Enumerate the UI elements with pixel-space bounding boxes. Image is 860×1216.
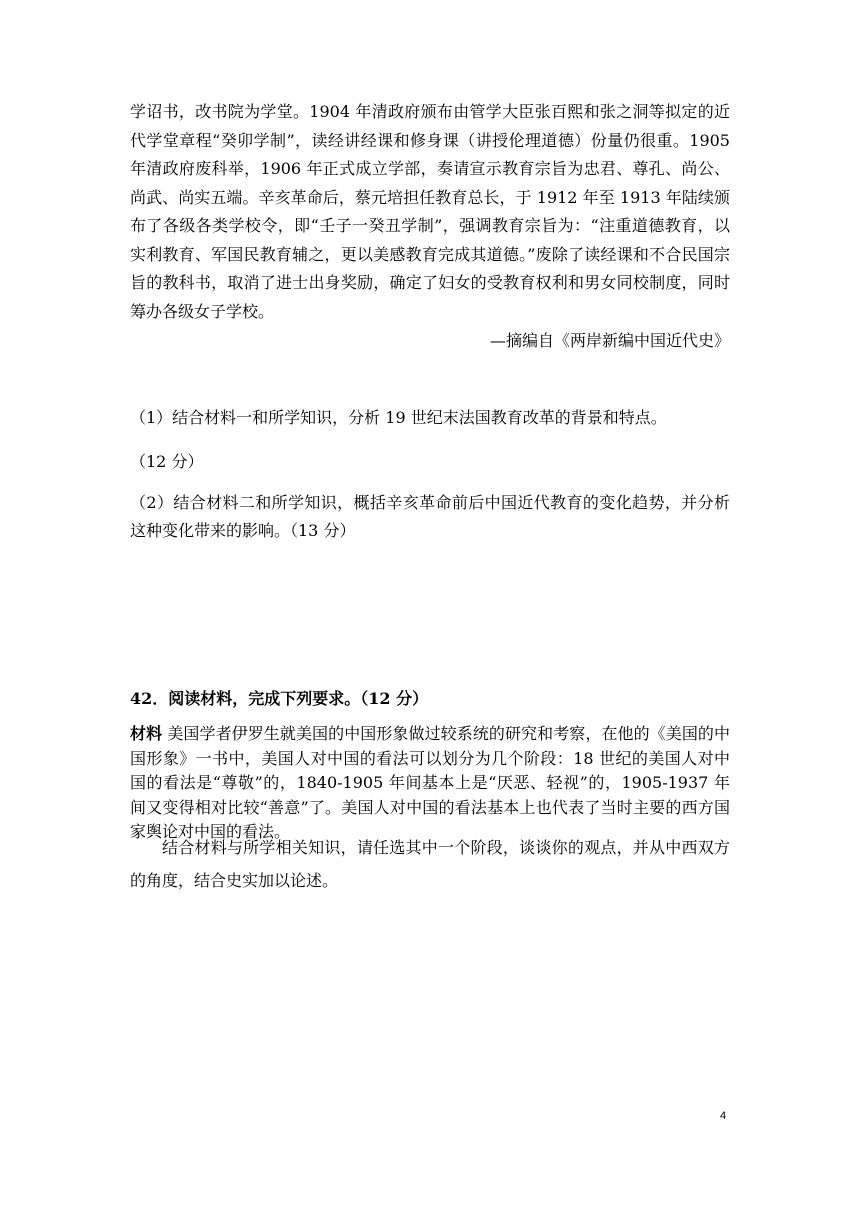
material-label: 材料 — [130, 724, 163, 743]
source-citation: —摘编自《两岸新编中国近代史》 — [489, 331, 730, 350]
question-1-score-block — [130, 448, 730, 476]
question-1-score: （12 分） — [130, 452, 204, 471]
question-2: （2）结合材料二和所学知识，概括辛亥革命前后中国近代教育的变化趋势，并分析这种变化带来的影响。（13 分） — [130, 493, 730, 540]
material-text: 美国学者伊罗生就美国的中国形象做过较系统的研究和考察，在他的《美国的中国形象》一书中，美国人对中国的看法可以划分为几个阶段：18 世纪的美国人对中国的看法是“尊敬”的，1840-1905 年间基本上是“厌恶、轻视”的，1905-1937 年间又变得相对比较“善意”了。美国人对中国的看法基本上也代表了当时主要的西方国家舆论对中国的看法。 — [130, 724, 730, 841]
question-2-block — [130, 489, 730, 545]
question-42-task: 结合材料与所学相关知识，请任选其中一个阶段，谈谈你的观点，并从中西双方的角度，结合史实加以论述。 — [130, 838, 730, 890]
questions-block — [130, 404, 730, 432]
question-42-material — [130, 722, 730, 845]
question-1: （1）结合材料一和所学知识，分析 19 世纪末法国教育改革的背景和特点。 — [130, 408, 667, 427]
page-number: 4 — [720, 1110, 727, 1122]
question-42-heading: 42．阅读材料，完成下列要求。（12 分） — [130, 689, 429, 708]
material-two-paragraph: 学诏书，改书院为学堂。1904 年清政府颁布由管学大臣张百熙和张之洞等拟定的近代学堂章程“癸卯学制”，读经讲经课和修身课（讲授伦理道德）份量仍很重。1905 年清政府废科举，1906 年正式成立学部，奏请宣示教育宗旨为忠君、尊孔、尚公、尚武、尚实五端。辛亥革命后，蔡元培担任教育总长，于 1912 年至 1913 年陆续颁布了各级各类学校令，即“壬子一癸丑学制”，强调教育宗旨为：“注重道德教育，以实利教育、军国民教育辅之，更以美感教育完成其道德。”废除了读经课和不合民国宗旨的教科书，取消了进士出身奖励，确定了妇女的受教育权利和男女同校制度，同时筹办各级女子学校。 — [130, 102, 730, 321]
